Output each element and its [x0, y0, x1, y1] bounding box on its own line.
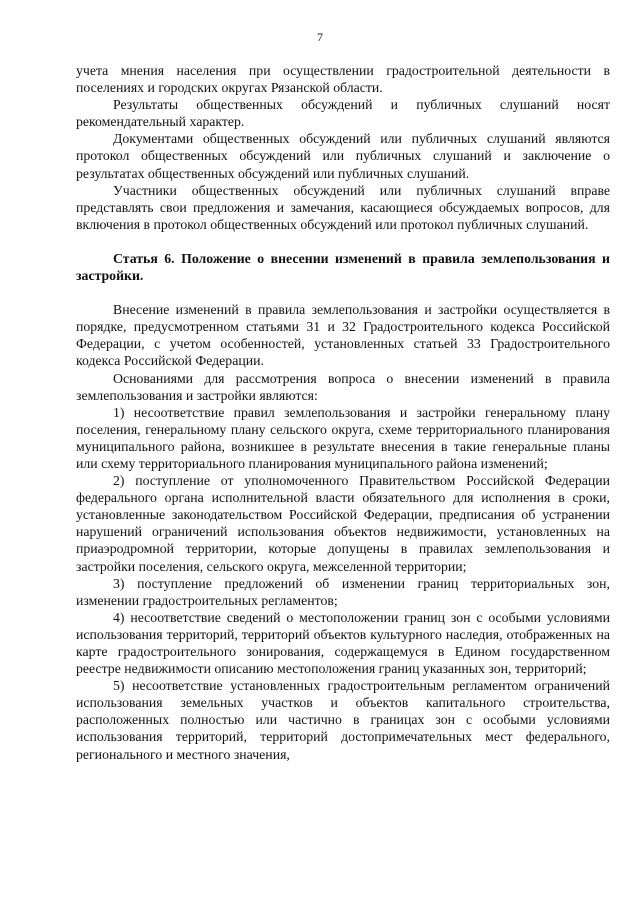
article-heading: Статья 6. Положение о внесении изменений в правила землепользования и застройки.: [76, 250, 610, 284]
list-item: 3) поступление предложений об изменении границ территориальных зон, изменении градостроительных регламентов;: [76, 575, 610, 608]
paragraph: Результаты общественных обсуждений и публичных слушаний носят рекомендательный характер.: [76, 97, 610, 130]
paragraph-continuation: учета мнения населения при осуществлении градостроительной деятельности в поселениях и городских округах Рязанской области.: [76, 63, 610, 96]
list-item: 2) поступление от уполномоченного Правительством Российской Федерации федерального органа исполнительной власти обязательного для исполнения в сроки, установленные законодательством Российской Федерации, предписания об устранении нарушений ограничений использования объектов недвижимости, установленных на приаэродромной территории, которые допущены в правилах землепользования и застройки поселения, сельского округа, межселенной территории;: [76, 473, 610, 574]
list-item: 5) несоответствие установленных градостроительным регламентом ограничений использования земельных участков и объектов капитального строительства, расположенных полностью или частично в границах зон с особыми условиями использования территорий, территорий достопримечательных мест федерального, регионального и местного значения,: [76, 678, 610, 762]
paragraph: Участники общественных обсуждений или публичных слушаний вправе представлять свои предложения и замечания, касающиеся обсуждаемых вопросов, для включения в протокол общественных обсуждений или протокол публичных слушаний.: [76, 182, 610, 232]
page-number: 7: [317, 30, 323, 44]
paragraph: Внесение изменений в правила землепользования и застройки осуществляется в порядке, предусмотренном статьями 31 и 32 Градостроительного кодекса Российской Федерации, с учетом особенностей, установленных статьей 33 Градостроительного кодекса Российской Федерации.: [76, 302, 610, 369]
paragraph: Документами общественных обсуждений или публичных слушаний являются протокол общественных обсуждений или публичных слушаний и заключение о результатах общественных обсуждений или публичных слушаний.: [76, 131, 610, 181]
list-item: 1) несоответствие правил землепользования и застройки генеральному плану поселения, генеральному плану сельского округа, схеме территориального планирования муниципального района, возникшее в результате внесения в такие генеральные планы или схему территориального планирования муниципального района изменений;: [76, 404, 610, 471]
paragraph: Основаниями для рассмотрения вопроса о внесении изменений в правила землепользования и застройки являются:: [76, 370, 610, 403]
list-item: 4) несоответствие сведений о местоположении границ зон с особыми условиями использования территорий, территорий объектов культурного наследия, отображенных на карте градостроительного зонирования, содержащемуся в Едином государственном реестре недвижимости описанию местоположения границ указанных зон, территорий;: [76, 609, 610, 677]
document-body: [76, 62, 610, 763]
